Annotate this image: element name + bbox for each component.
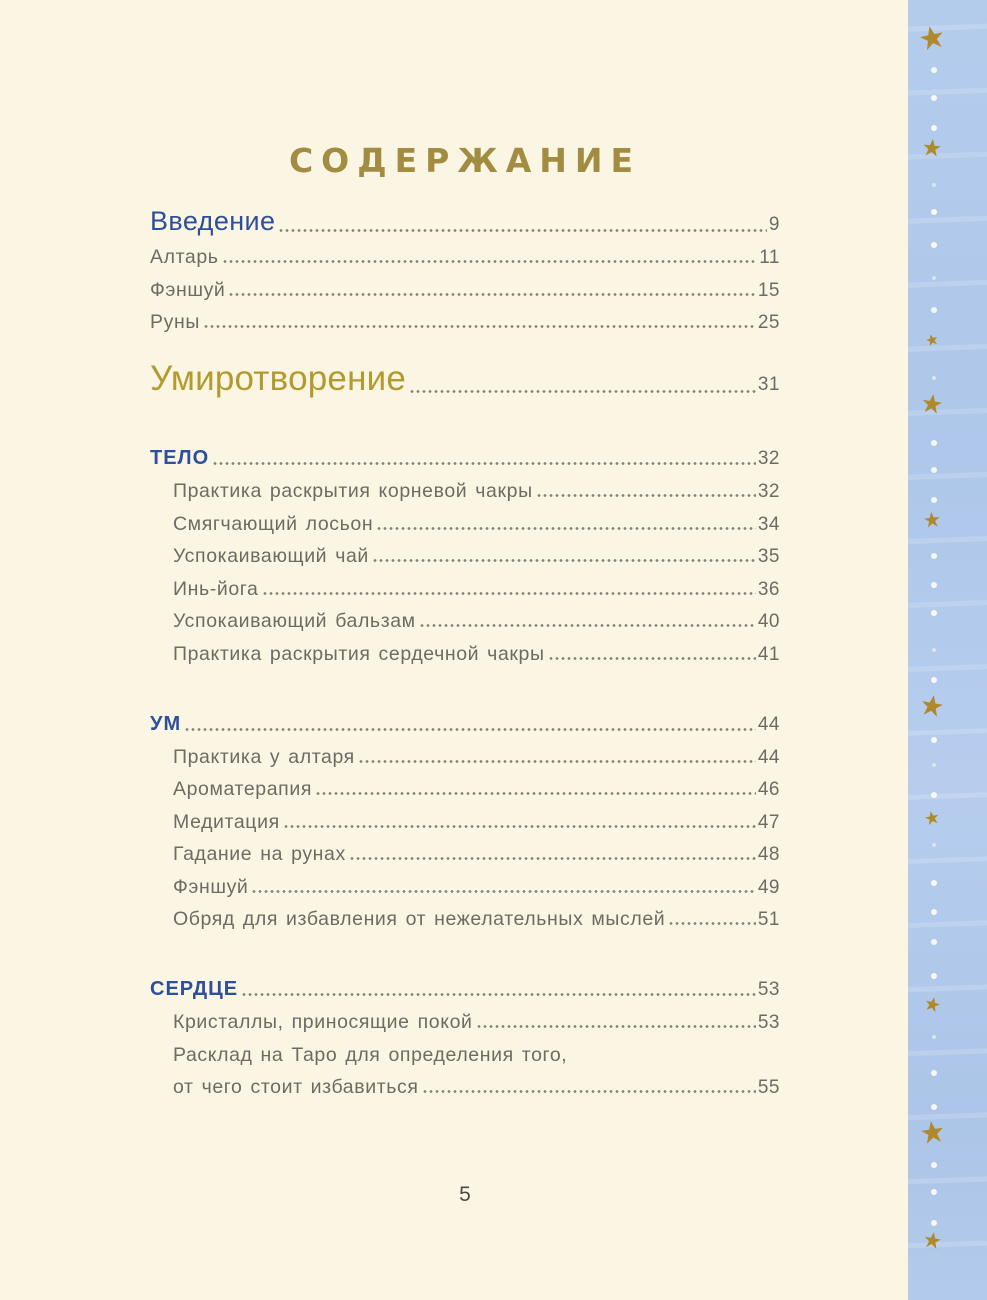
toc-page-number: 40	[757, 611, 780, 632]
toc-row	[150, 311, 780, 333]
dot-icon	[931, 1189, 937, 1195]
toc-page-number: 11	[759, 247, 780, 268]
toc-page-number: 41	[757, 643, 780, 665]
toc-page-number: 46	[757, 779, 780, 800]
toc-entry-label: от чего стоит избавиться	[173, 1076, 419, 1098]
star-icon	[924, 810, 941, 827]
toc-row	[150, 778, 780, 800]
toc-entry-label: Медитация	[173, 810, 280, 833]
dot-icon	[931, 497, 937, 503]
dot-icon	[931, 909, 937, 915]
dotted-leader	[251, 890, 755, 893]
dotted-leader	[419, 624, 756, 627]
toc-entry-label: Инь-йога	[173, 577, 259, 600]
toc-page-number: 53	[757, 1012, 780, 1033]
dotted-leader	[262, 592, 756, 595]
dot-icon	[931, 242, 937, 248]
side-strip	[908, 0, 987, 1300]
dot-icon	[931, 792, 937, 798]
toc-row	[150, 447, 780, 470]
toc-page-number: 32	[757, 481, 780, 502]
toc-list	[150, 206, 780, 1098]
dot-icon	[931, 939, 937, 945]
dotted-leader	[283, 825, 756, 828]
dot-icon	[931, 1104, 937, 1110]
toc-row	[150, 513, 780, 535]
dot-icon	[931, 209, 937, 215]
toc-entry-label: Умиротворение	[150, 359, 407, 398]
dotted-leader	[358, 760, 756, 763]
toc-row	[150, 279, 780, 301]
toc-row	[150, 811, 780, 833]
toc-entry-label: Введение	[150, 206, 276, 236]
star-icon	[919, 693, 944, 718]
toc-page-number: 51	[757, 909, 780, 930]
dotted-leader	[668, 922, 756, 925]
dot-icon	[931, 67, 937, 73]
toc-row	[150, 610, 780, 632]
toc-row	[150, 246, 780, 268]
toc-entry-label: Алтарь	[150, 246, 219, 268]
toc-entry-label: Успокаивающий чай	[173, 545, 369, 567]
dot-icon	[932, 1035, 937, 1040]
toc-page-number: 15	[757, 279, 780, 301]
toc-entry-label: Практика раскрытия корневой чакры	[173, 480, 533, 502]
dotted-leader	[376, 527, 756, 530]
dotted-leader	[222, 260, 758, 263]
star-icon	[922, 138, 942, 158]
toc-row	[150, 713, 780, 736]
dotted-leader	[349, 857, 756, 860]
toc-entry-label: СЕРДЦЕ	[150, 978, 239, 1000]
toc-row	[150, 978, 780, 1001]
toc-entry-label: Практика раскрытия сердечной чакры	[173, 642, 545, 665]
toc-row	[150, 1011, 780, 1033]
dotted-leader	[476, 1025, 756, 1028]
toc-page-number: 44	[757, 746, 780, 768]
dotted-leader	[203, 325, 756, 328]
toc-entry-label: Гадание на рунах	[173, 843, 346, 865]
star-icon	[923, 995, 941, 1013]
toc-row	[150, 843, 780, 865]
toc-page-number: 44	[757, 713, 780, 735]
dot-icon	[931, 125, 937, 131]
star-icon	[919, 1119, 945, 1145]
toc-row	[150, 359, 780, 399]
dot-icon	[931, 880, 937, 886]
toc-row	[150, 746, 780, 768]
star-icon	[922, 1230, 942, 1250]
toc-entry-label: Ароматерапия	[173, 778, 312, 800]
toc-entry-label: Руны	[150, 311, 200, 333]
toc-content-column	[150, 0, 780, 1109]
toc-row	[150, 578, 780, 600]
toc-page-number: 32	[757, 448, 780, 469]
star-icon	[921, 393, 944, 416]
toc-entry-label: Смягчающий лосьон	[173, 512, 374, 535]
toc-page-number: 55	[757, 1077, 780, 1098]
toc-entry-label: Фэншуй	[173, 875, 249, 898]
toc-row	[150, 876, 780, 898]
dotted-leader	[422, 1090, 756, 1093]
dotted-leader	[241, 993, 756, 996]
dot-icon	[931, 610, 937, 616]
toc-page-number: 9	[768, 214, 780, 235]
toc-entry-label: Успокаивающий бальзам	[173, 610, 416, 632]
star-icon	[918, 24, 946, 52]
dot-icon	[931, 973, 937, 979]
dotted-leader	[278, 229, 766, 232]
dot-icon	[932, 648, 937, 653]
toc-entry-label: Практика у алтаря	[173, 745, 355, 768]
toc-entry-label: УМ	[150, 712, 182, 735]
toc-entry-label: Фэншуй	[150, 278, 226, 301]
dot-icon	[932, 763, 937, 768]
dot-icon	[931, 440, 937, 446]
dot-icon	[931, 1220, 937, 1226]
dot-icon	[932, 843, 937, 848]
toc-page-number: 31	[757, 374, 780, 395]
star-icon	[925, 333, 940, 348]
dot-icon	[931, 1162, 937, 1168]
dotted-leader	[212, 462, 756, 465]
toc-page-number: 36	[757, 578, 780, 600]
dotted-leader	[184, 728, 756, 731]
dot-icon	[931, 677, 937, 683]
dotted-leader	[315, 792, 756, 795]
toc-entry-label: Расклад на Таро для определения того,	[173, 1043, 568, 1066]
toc-page-number: 49	[757, 876, 780, 898]
toc-row	[150, 1044, 780, 1066]
toc-row	[150, 908, 780, 930]
toc-page-number: 47	[757, 811, 780, 833]
dotted-leader	[228, 293, 755, 296]
star-icon	[923, 511, 941, 529]
toc-row	[150, 545, 780, 567]
dot-icon	[931, 307, 937, 313]
toc-row	[150, 643, 780, 665]
dot-icon	[931, 95, 937, 101]
dot-icon	[931, 467, 937, 473]
toc-page-number: 48	[757, 844, 780, 865]
toc-row	[150, 480, 780, 502]
toc-row	[150, 1076, 780, 1098]
dotted-leader	[409, 390, 756, 393]
toc-entry-label: Обряд для избавления от нежелательных мыслей	[173, 908, 666, 930]
dot-icon	[931, 553, 937, 559]
toc-row	[150, 206, 780, 237]
dot-icon	[931, 1070, 937, 1076]
dotted-leader	[548, 657, 756, 660]
page-title: СОДЕРЖАНИЕ	[288, 141, 642, 180]
dot-icon	[932, 376, 937, 381]
toc-page-number: 25	[757, 312, 780, 333]
toc-page-number: 53	[757, 979, 780, 1000]
toc-page-number: 35	[757, 546, 780, 567]
toc-entry-label: Кристаллы, приносящие покой	[173, 1011, 473, 1033]
folio-page-number: 5	[459, 1183, 471, 1206]
dot-icon	[931, 582, 937, 588]
toc-entry-label: ТЕЛО	[150, 447, 210, 469]
dotted-leader	[372, 559, 756, 562]
dotted-leader	[536, 494, 756, 497]
toc-page-number: 34	[757, 513, 780, 535]
dot-icon	[931, 737, 937, 743]
dot-icon	[932, 276, 937, 281]
dot-icon	[932, 183, 937, 188]
